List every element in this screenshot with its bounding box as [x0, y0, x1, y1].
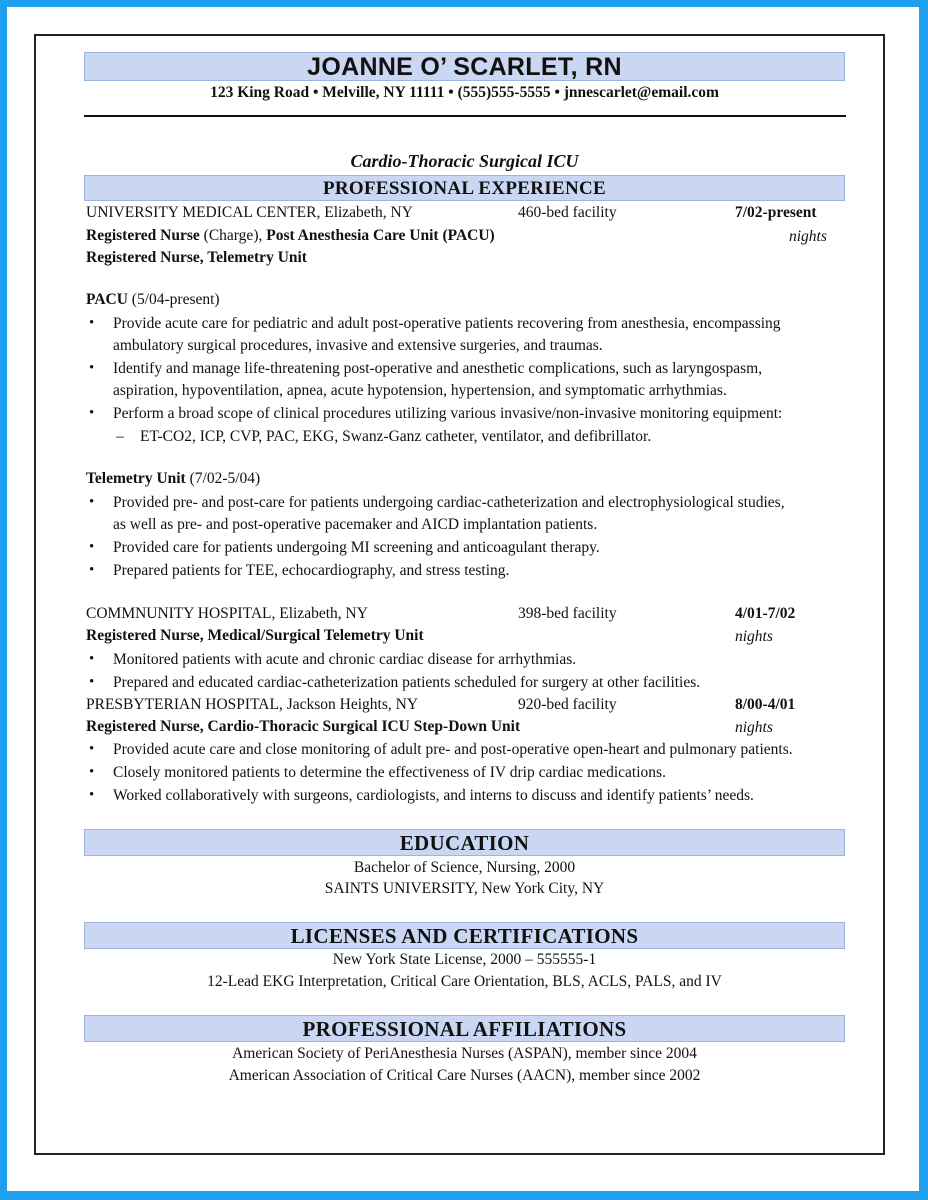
umc-role-1-title: Registered Nurse [86, 227, 200, 244]
community-bullet-2: Prepared and educated cardiac-catheterization patients scheduled for surgery at other facilities. [113, 674, 701, 691]
community-bullet-1: Monitored patients with acute and chronic cardiac disease for arrhythmias. [113, 651, 577, 668]
community-role: Registered Nurse, Medical/Surgical Telemetry Unit [86, 627, 424, 644]
telemetry-bullet-1-cont: as well as pre- and post-operative pacemaker and AICD implantation patients. [113, 516, 598, 533]
pacu-label: PACU [86, 291, 128, 308]
bullet-icon: • [89, 741, 95, 757]
pacu-bullet-1-cont: ambulatory surgical procedures, invasive and extensive surgeries, and traumas. [113, 337, 603, 354]
umc-role-1-unit: Post Anesthesia Care Unit (PACU) [266, 227, 495, 244]
bullet-icon: • [89, 764, 95, 780]
presbyterian-bullet-2: Closely monitored patients to determine the effectiveness of IV drip cardiac medications. [113, 764, 666, 781]
bullet-icon: • [89, 651, 95, 667]
education-degree: Bachelor of Science, Nursing, 2000 [353, 859, 576, 876]
pacu-sub-bullet: ET-CO2, ICP, CVP, PAC, EKG, Swanz-Ganz catheter, ventilator, and defibrillator. [140, 428, 652, 445]
pacu-bullet-2-cont: aspiration, hypoventilation, apnea, acute hypotension, hypertension, and symptomatic arrhythmias. [113, 382, 727, 399]
affiliations-heading-text: PROFESSIONAL AFFILIATIONS [302, 1017, 627, 1041]
pacu-bullet-1: Provide acute care for pediatric and adult post-operative patients recovering from anesthesia, encompassing [113, 315, 781, 332]
bullet-icon: • [89, 315, 95, 331]
objective-title: Cardio-Thoracic Surgical ICU [350, 151, 579, 171]
telemetry-label: Telemetry Unit [86, 470, 186, 487]
pacu-subheading [86, 290, 220, 309]
bullet-icon: • [89, 674, 95, 690]
name-banner [84, 52, 845, 81]
presbyterian-role: Registered Nurse, Cardio-Thoracic Surgical ICU Step-Down Unit [86, 718, 521, 735]
experience-heading-text: PROFESSIONAL EXPERIENCE [323, 178, 606, 199]
licenses-heading-text: LICENSES AND CERTIFICATIONS [290, 924, 639, 948]
candidate-name: JOANNE O’ SCARLET, RN [307, 53, 622, 81]
telemetry-bullet-3: Prepared patients for TEE, echocardiography, and stress testing. [113, 562, 510, 579]
contact-line: 123 King Road • Melville, NY 11111 • (555)555-5555 • jnnescarlet@email.com [210, 84, 719, 101]
bullet-icon: • [89, 360, 95, 376]
affiliation-1: American Society of PeriAnesthesia Nurses (ASPAN), member since 2004 [232, 1045, 697, 1062]
affiliations-heading [84, 1015, 845, 1042]
bullet-icon: • [89, 787, 95, 803]
license-line: New York State License, 2000 – 555555-1 [332, 951, 597, 968]
header-divider [84, 115, 846, 117]
umc-role-1-charge: (Charge), [199, 227, 267, 244]
presbyterian-bullet-1: Provided acute care and close monitoring of adult pre- and post-operative open-heart and pulmonary patients. [113, 741, 793, 758]
education-school: SAINTS UNIVERSITY, New York City, NY [324, 880, 605, 897]
licenses-heading [84, 922, 845, 949]
umc-shift: nights [789, 228, 827, 245]
community-facility: 398-bed facility [518, 605, 617, 622]
education-heading [84, 829, 845, 856]
telemetry-subheading [86, 469, 260, 488]
telemetry-bullet-2: Provided care for patients undergoing MI screening and anticoagulant therapy. [113, 539, 600, 556]
umc-dates: 7/02-present [735, 204, 817, 221]
umc-role-1 [86, 226, 495, 245]
pacu-bullet-3: Perform a broad scope of clinical procedures utilizing various invasive/non-invasive monitoring equipment: [113, 405, 783, 422]
umc-facility: 460-bed facility [518, 204, 617, 221]
presbyterian-shift: nights [735, 719, 773, 736]
umc-employer: UNIVERSITY MEDICAL CENTER, Elizabeth, NY [86, 204, 413, 221]
pacu-bullet-2: Identify and manage life-threatening post-operative and anesthetic complications, such as laryngospasm, [113, 360, 763, 377]
bullet-icon: • [89, 405, 95, 421]
presbyterian-bullet-3: Worked collaboratively with surgeons, cardiologists, and interns to discuss and identify patients’ needs. [113, 787, 754, 804]
telemetry-bullet-1: Provided pre- and post-care for patients undergoing cardiac-catheterization and electrophysiological studies, [113, 494, 785, 511]
pacu-dates: (5/04-present) [127, 291, 220, 308]
dash-icon: – [116, 428, 124, 445]
bullet-icon: • [89, 562, 95, 578]
bullet-icon: • [89, 494, 95, 510]
community-employer: COMMNUNITY HOSPITAL, Elizabeth, NY [86, 605, 368, 622]
presbyterian-employer: PRESBYTERIAN HOSPITAL, Jackson Heights, NY [86, 696, 419, 713]
community-shift: nights [735, 628, 773, 645]
affiliation-2: American Association of Critical Care Nurses (AACN), member since 2002 [228, 1067, 701, 1084]
certifications-line: 12-Lead EKG Interpretation, Critical Care Orientation, BLS, ACLS, PALS, and IV [207, 973, 722, 990]
experience-heading [84, 175, 845, 201]
education-heading-text: EDUCATION [399, 831, 530, 855]
umc-role-2: Registered Nurse, Telemetry Unit [86, 249, 307, 266]
community-dates: 4/01-7/02 [735, 605, 796, 622]
bullet-icon: • [89, 539, 95, 555]
presbyterian-facility: 920-bed facility [518, 696, 617, 713]
presbyterian-dates: 8/00-4/01 [735, 696, 796, 713]
telemetry-dates: (7/02-5/04) [185, 470, 261, 487]
